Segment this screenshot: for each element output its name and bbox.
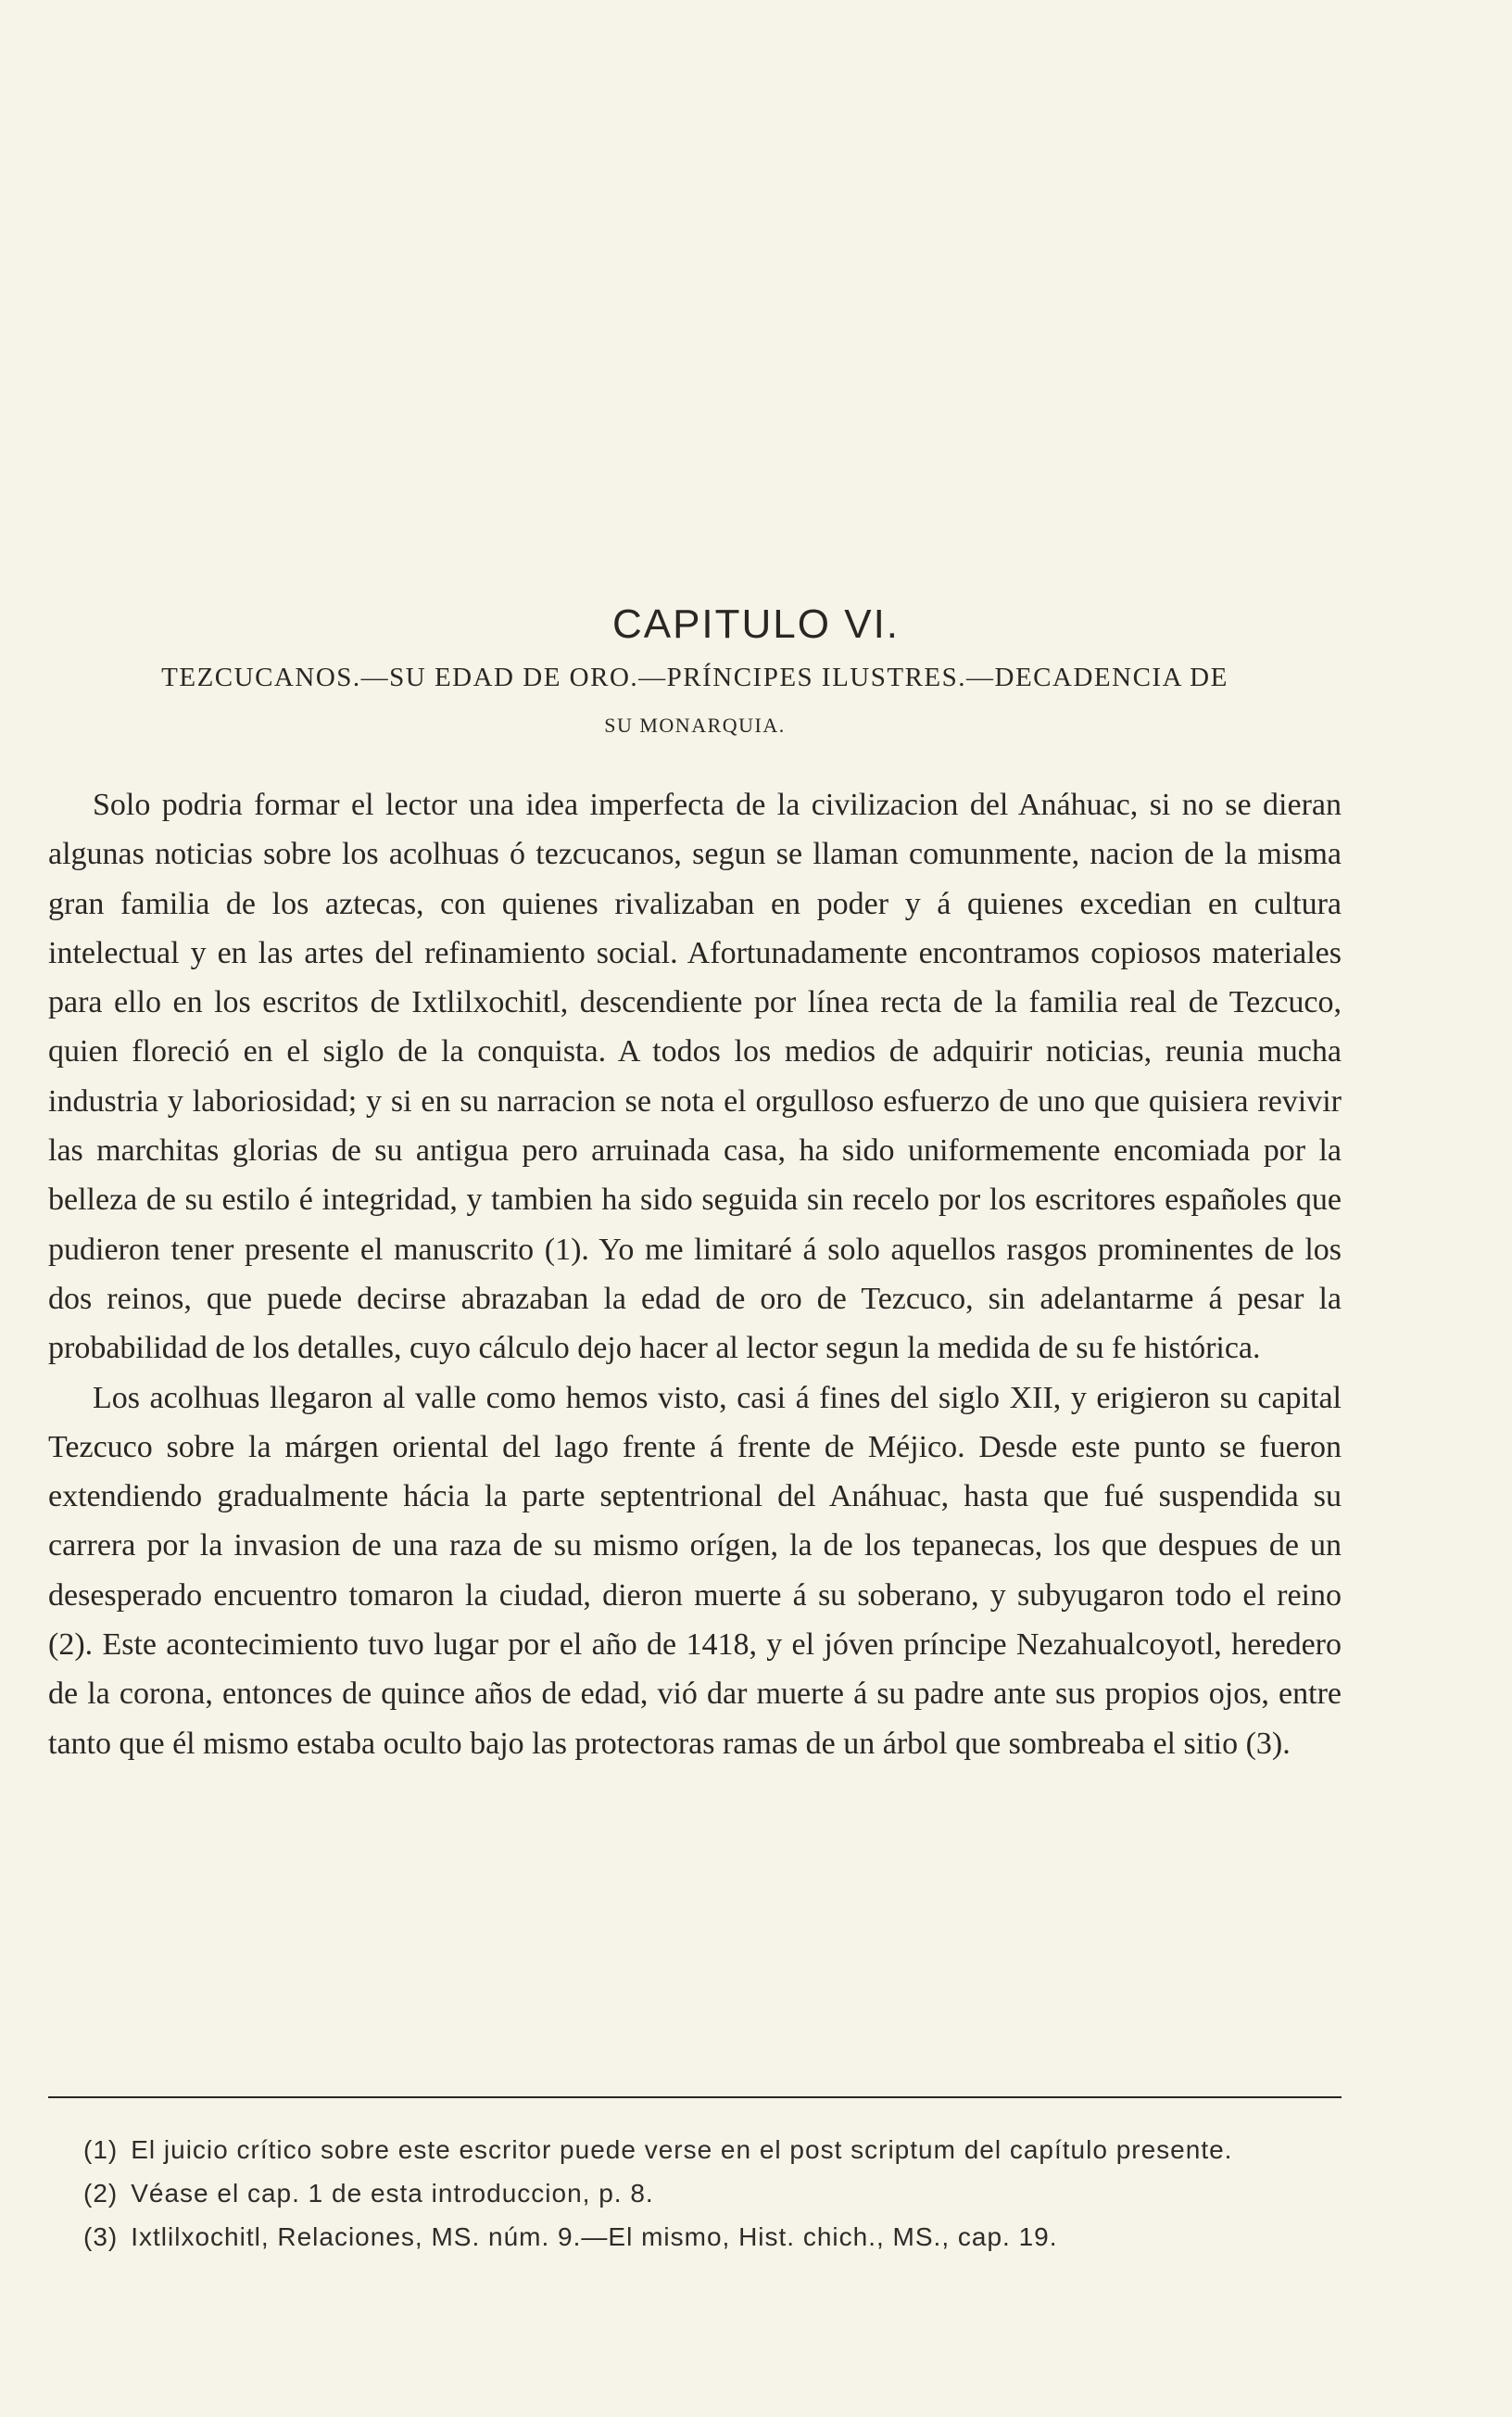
footnote-text: El juicio crítico sobre este escritor puede verse en el post scriptum del capítulo presente.: [131, 2135, 1233, 2164]
footnote-number: (3): [83, 2222, 119, 2251]
footnote-number: (2): [83, 2179, 119, 2208]
chapter-summary-line-2: SU MONARQUIA.: [604, 714, 786, 737]
footnote-number: (1): [83, 2135, 119, 2164]
footnote: [48, 2215, 1342, 2259]
chapter-summary: [48, 653, 1342, 750]
footnote-divider: [48, 2096, 1342, 2098]
footnote-text: Ixtlilxochitl, Relaciones, MS. núm. 9.—El mismo, Hist. chich., MS., cap. 19.: [131, 2222, 1058, 2251]
paragraph: Los acolhuas llegaron al valle como hemos visto, casi á fines del siglo XII, y erigieron su capital Tezcuco sobre la márgen oriental del lago frente á frente de Méjico. Desde este punto se fueron extendiendo gradualmente hácia la parte septentrional del Anáhuac, hasta que fué suspendida su carrera por la invasion de una raza de su mismo orígen, la de los tepanecas, los que despues de un desesperado encuentro tomaron la ciudad, dieron muerte á su soberano, y subyugaron todo el reino (2). Este acontecimiento tuvo lugar por el año de 1418, y el jóven príncipe Nezahualcoyotl, heredero de la corona, entonces de quince años de edad, vió dar muerte á su padre ante sus propios ojos, entre tanto que él mismo estaba oculto bajo las protectoras ramas de un árbol que sombreaba el sitio (3).: [48, 1380, 1342, 1761]
footnotes: [48, 2128, 1342, 2259]
footnote: [48, 2171, 1342, 2215]
chapter-title: CAPITULO VI.: [611, 601, 901, 648]
footnote-text: Véase el cap. 1 de esta introduccion, p. 8.: [131, 2179, 654, 2208]
body-text: [48, 780, 1342, 1768]
footnote: [48, 2128, 1342, 2171]
paragraph: Solo podria formar el lector una idea imperfecta de la civilizacion del Anáhuac, si no se dieran algunas noticias sobre los acolhuas ó tezcucanos, segun se llaman comunmente, nacion de la misma gran familia de los aztecas, con quienes rivalizaban en poder y á quienes excedian en cultura intelectual y en las artes del refinamiento social. Afortunadamente encontramos copiosos materiales para ello en los escritos de Ixtlilxochitl, descendiente por línea recta de la familia real de Tezcuco, quien floreció en el siglo de la conquista. A todos los medios de adquirir noticias, reunia mucha industria y laboriosidad; y si en su narracion se nota el orgulloso esfuerzo de uno que quisiera revivir las marchitas glorias de su antigua pero arruinada casa, ha sido uniformemente encomiada por la belleza de su estilo é integridad, y tambien ha sido seguida sin recelo por los escritores españoles que pudieron tener presente el manuscrito (1). Yo me limitaré á solo aquellos rasgos prominentes de los dos reinos, que puede decirse abrazaban la edad de oro de Tezcuco, sin adelantarme á pesar la probabilidad de los detalles, cuyo cálculo dejo hacer al lector segun la medida de su fe histórica.: [48, 788, 1342, 1366]
chapter-summary-line-1: TEZCUCANOS.—SU EDAD DE ORO.—PRÍNCIPES ILUSTRES.—DECADENCIA DE: [161, 663, 1228, 692]
